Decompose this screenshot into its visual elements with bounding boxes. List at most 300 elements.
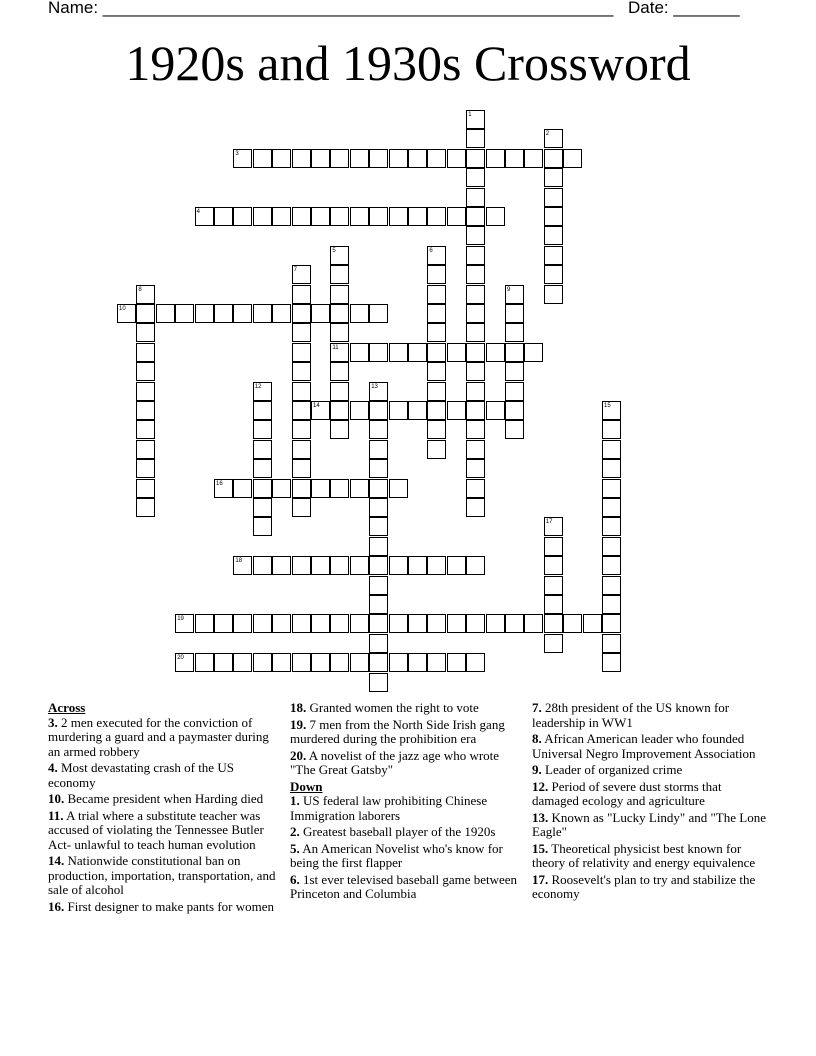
grid-cell[interactable] bbox=[486, 343, 505, 362]
clue-number: 19 bbox=[177, 616, 184, 623]
grid-cell[interactable] bbox=[602, 537, 621, 556]
grid-cell[interactable] bbox=[466, 459, 485, 478]
grid-cell[interactable] bbox=[602, 576, 621, 595]
clue-text: Nationwide constitutional ban on production, importation, transportation, and sale of alcohol bbox=[48, 853, 276, 897]
grid-cell[interactable] bbox=[466, 479, 485, 498]
grid-cell[interactable] bbox=[505, 614, 524, 633]
grid-cell[interactable] bbox=[369, 576, 388, 595]
grid-cell[interactable] bbox=[408, 653, 427, 672]
grid-cell[interactable] bbox=[369, 304, 388, 323]
grid-cell[interactable] bbox=[136, 420, 155, 439]
grid-cell[interactable] bbox=[292, 459, 311, 478]
grid-cell[interactable] bbox=[311, 556, 330, 575]
grid-cell[interactable] bbox=[369, 498, 388, 517]
clue-number: 20 bbox=[177, 655, 184, 662]
grid-cell[interactable] bbox=[272, 149, 291, 168]
grid-cell[interactable] bbox=[311, 653, 330, 672]
grid-cell[interactable] bbox=[544, 595, 563, 614]
grid-cell[interactable] bbox=[136, 382, 155, 401]
clue-item bbox=[290, 842, 518, 871]
grid-cell[interactable] bbox=[544, 576, 563, 595]
grid-cell[interactable] bbox=[233, 556, 252, 575]
grid-cell[interactable] bbox=[389, 479, 408, 498]
clue-text: Became president when Harding died bbox=[67, 791, 264, 806]
grid-cell[interactable] bbox=[544, 556, 563, 575]
grid-cell[interactable] bbox=[486, 207, 505, 226]
grid-cell[interactable] bbox=[369, 149, 388, 168]
grid-cell[interactable] bbox=[408, 343, 427, 362]
grid-cell[interactable] bbox=[195, 304, 214, 323]
grid-cell[interactable] bbox=[524, 343, 543, 362]
clue-number: 13 bbox=[371, 383, 378, 390]
grid-cell[interactable] bbox=[466, 265, 485, 284]
grid-cell[interactable] bbox=[427, 420, 446, 439]
grid-cell[interactable] bbox=[447, 653, 466, 672]
grid-cell[interactable] bbox=[233, 207, 252, 226]
grid-cell[interactable] bbox=[369, 207, 388, 226]
grid-cell[interactable] bbox=[466, 362, 485, 381]
clue-number-label: 8. bbox=[532, 731, 542, 746]
grid-cell[interactable] bbox=[253, 401, 272, 420]
grid-cell[interactable] bbox=[466, 110, 485, 129]
clue-item bbox=[48, 716, 276, 760]
grid-cell[interactable] bbox=[505, 420, 524, 439]
clue-number: 1 bbox=[468, 112, 472, 118]
grid-cell[interactable] bbox=[466, 226, 485, 245]
clue-number: 4 bbox=[196, 209, 200, 215]
grid-cell[interactable] bbox=[505, 304, 524, 323]
grid-cell[interactable] bbox=[253, 653, 272, 672]
grid-cell[interactable] bbox=[486, 401, 505, 420]
grid-cell[interactable] bbox=[136, 440, 155, 459]
clue-text: Known as "Lucky Lindy" and "The Lone Eagle" bbox=[532, 809, 766, 839]
grid-cell[interactable] bbox=[389, 149, 408, 168]
grid-cell[interactable] bbox=[427, 556, 446, 575]
grid-cell[interactable] bbox=[544, 246, 563, 265]
grid-cell[interactable] bbox=[350, 614, 369, 633]
grid-cell[interactable] bbox=[292, 265, 311, 284]
clue-column-3 bbox=[532, 701, 766, 904]
grid-cell[interactable] bbox=[292, 207, 311, 226]
grid-cell[interactable] bbox=[369, 420, 388, 439]
clue-number: 2 bbox=[545, 131, 550, 138]
grid-cell[interactable] bbox=[544, 129, 563, 148]
grid-cell[interactable] bbox=[253, 459, 272, 478]
grid-cell[interactable] bbox=[602, 634, 621, 653]
grid-cell[interactable] bbox=[563, 614, 582, 633]
grid-cell[interactable] bbox=[311, 614, 330, 633]
grid-cell[interactable] bbox=[292, 498, 311, 517]
grid-cell[interactable] bbox=[466, 401, 485, 420]
grid-cell[interactable] bbox=[136, 362, 155, 381]
grid-cell[interactable] bbox=[136, 459, 155, 478]
grid-cell[interactable] bbox=[563, 149, 582, 168]
grid-cell[interactable] bbox=[369, 595, 388, 614]
clue-text: 7 men from the North Side Irish gang murdered during the prohibition era bbox=[290, 716, 505, 746]
grid-cell[interactable] bbox=[408, 207, 427, 226]
grid-cell[interactable] bbox=[389, 401, 408, 420]
clue-text: First designer to make pants for women bbox=[67, 898, 275, 914]
grid-cell[interactable] bbox=[505, 401, 524, 420]
grid-cell[interactable] bbox=[427, 362, 446, 381]
grid-cell[interactable] bbox=[350, 343, 369, 362]
grid-cell[interactable] bbox=[272, 556, 291, 575]
clue-number-label: 9. bbox=[532, 762, 542, 777]
grid-cell[interactable] bbox=[292, 614, 311, 633]
clue-item bbox=[48, 761, 276, 790]
grid-cell[interactable] bbox=[466, 323, 485, 342]
grid-cell[interactable] bbox=[175, 653, 194, 672]
grid-cell[interactable] bbox=[447, 401, 466, 420]
grid-cell[interactable] bbox=[505, 362, 524, 381]
grid-cell[interactable] bbox=[136, 401, 155, 420]
grid-cell[interactable] bbox=[292, 653, 311, 672]
grid-cell[interactable] bbox=[272, 614, 291, 633]
clue-column-1 bbox=[48, 701, 276, 916]
grid-cell[interactable] bbox=[350, 556, 369, 575]
grid-cell[interactable] bbox=[602, 556, 621, 575]
page-title: 1920s and 1930s Crossword bbox=[125, 35, 691, 91]
clue-item bbox=[532, 780, 766, 809]
grid-cell[interactable] bbox=[427, 653, 446, 672]
grid-cell[interactable] bbox=[486, 614, 505, 633]
grid-cell[interactable] bbox=[253, 149, 272, 168]
grid-cell[interactable] bbox=[175, 614, 194, 633]
grid-cell[interactable] bbox=[408, 614, 427, 633]
clue-item bbox=[532, 763, 766, 778]
grid-cell[interactable] bbox=[466, 129, 485, 148]
grid-cell[interactable] bbox=[311, 401, 330, 420]
clue-number-label: 3. bbox=[48, 714, 58, 730]
grid-cell[interactable] bbox=[544, 188, 563, 207]
grid-cell[interactable] bbox=[233, 614, 252, 633]
grid-cell[interactable] bbox=[253, 420, 272, 439]
grid-cell[interactable] bbox=[466, 498, 485, 517]
grid-cell[interactable] bbox=[427, 285, 446, 304]
grid-cell[interactable] bbox=[466, 246, 485, 265]
grid-cell[interactable] bbox=[292, 149, 311, 168]
grid-cell[interactable] bbox=[272, 653, 291, 672]
grid-cell[interactable] bbox=[233, 304, 252, 323]
grid-cell[interactable] bbox=[524, 149, 543, 168]
grid-cell[interactable] bbox=[524, 614, 543, 633]
grid-cell[interactable] bbox=[136, 323, 155, 342]
clue-item bbox=[290, 825, 518, 840]
grid-cell[interactable] bbox=[389, 614, 408, 633]
grid-cell[interactable] bbox=[602, 614, 621, 633]
grid-cell[interactable] bbox=[253, 479, 272, 498]
grid-cell[interactable] bbox=[544, 226, 563, 245]
grid-cell[interactable] bbox=[253, 304, 272, 323]
grid-cell[interactable] bbox=[272, 207, 291, 226]
grid-cell[interactable] bbox=[369, 673, 388, 692]
clue-number: 15 bbox=[604, 403, 611, 409]
grid-cell[interactable] bbox=[253, 614, 272, 633]
grid-cell[interactable] bbox=[466, 382, 485, 401]
grid-cell[interactable] bbox=[466, 614, 485, 633]
grid-cell[interactable] bbox=[427, 382, 446, 401]
grid-cell[interactable] bbox=[369, 537, 388, 556]
grid-cell[interactable] bbox=[544, 537, 563, 556]
grid-cell[interactable] bbox=[292, 285, 311, 304]
clue-item bbox=[48, 900, 276, 915]
clue-number: 12 bbox=[254, 383, 262, 390]
grid-cell[interactable] bbox=[427, 343, 446, 362]
grid-cell[interactable] bbox=[427, 401, 446, 420]
grid-cell[interactable] bbox=[466, 420, 485, 439]
grid-cell[interactable] bbox=[350, 304, 369, 323]
grid-cell[interactable] bbox=[292, 382, 311, 401]
grid-cell[interactable] bbox=[330, 343, 349, 362]
grid-cell[interactable] bbox=[136, 479, 155, 498]
clue-text: Roosevelt's plan to try and stabilize the economy bbox=[532, 871, 756, 901]
grid-cell[interactable] bbox=[602, 498, 621, 517]
name-field-label: Name: ______________________________________________________ bbox=[48, 0, 614, 17]
grid-cell[interactable] bbox=[136, 498, 155, 517]
grid-cell[interactable] bbox=[447, 207, 466, 226]
grid-cell[interactable] bbox=[544, 207, 563, 226]
clue-number-label: 16. bbox=[48, 898, 65, 914]
grid-cell[interactable] bbox=[330, 653, 349, 672]
grid-cell[interactable] bbox=[466, 653, 485, 672]
grid-cell[interactable] bbox=[350, 479, 369, 498]
grid-cell[interactable] bbox=[427, 323, 446, 342]
grid-cell[interactable] bbox=[369, 614, 388, 633]
grid-cell[interactable] bbox=[466, 188, 485, 207]
clue-item bbox=[48, 809, 276, 853]
clue-text: African American leader who founded Universal Negro Improvement Association bbox=[532, 731, 756, 761]
clue-item bbox=[532, 873, 766, 902]
grid-cell[interactable] bbox=[330, 556, 349, 575]
grid-cell[interactable] bbox=[369, 556, 388, 575]
grid-cell[interactable] bbox=[544, 168, 563, 187]
grid-cell[interactable] bbox=[214, 207, 233, 226]
grid-cell[interactable] bbox=[330, 479, 349, 498]
grid-cell[interactable] bbox=[466, 440, 485, 459]
grid-cell[interactable] bbox=[602, 420, 621, 439]
grid-cell[interactable] bbox=[369, 459, 388, 478]
grid-cell[interactable] bbox=[272, 479, 291, 498]
grid-cell[interactable] bbox=[505, 323, 524, 342]
clue-number-label: 12. bbox=[532, 778, 549, 794]
grid-cell[interactable] bbox=[369, 653, 388, 672]
grid-cell[interactable] bbox=[292, 304, 311, 323]
grid-cell[interactable] bbox=[369, 517, 388, 536]
grid-cell[interactable] bbox=[466, 343, 485, 362]
grid-cell[interactable] bbox=[486, 149, 505, 168]
grid-cell[interactable] bbox=[447, 149, 466, 168]
grid-cell[interactable] bbox=[466, 556, 485, 575]
grid-cell[interactable] bbox=[427, 440, 446, 459]
grid-cell[interactable] bbox=[389, 653, 408, 672]
grid-cell[interactable] bbox=[369, 343, 388, 362]
grid-cell[interactable] bbox=[544, 517, 563, 536]
grid-cell[interactable] bbox=[427, 265, 446, 284]
grid-cell[interactable] bbox=[214, 304, 233, 323]
grid-cell[interactable] bbox=[253, 440, 272, 459]
grid-cell[interactable] bbox=[292, 556, 311, 575]
clue-item bbox=[532, 842, 766, 871]
grid-cell[interactable] bbox=[369, 401, 388, 420]
grid-cell[interactable] bbox=[389, 556, 408, 575]
grid-cell[interactable] bbox=[253, 556, 272, 575]
grid-cell[interactable] bbox=[330, 304, 349, 323]
grid-cell[interactable] bbox=[330, 420, 349, 439]
grid-cell[interactable] bbox=[311, 479, 330, 498]
grid-cell[interactable] bbox=[330, 246, 349, 265]
grid-cell[interactable] bbox=[292, 420, 311, 439]
grid-cell[interactable] bbox=[389, 207, 408, 226]
clue-number-label: 7. bbox=[532, 700, 542, 715]
grid-cell[interactable] bbox=[369, 479, 388, 498]
clue-number: 17 bbox=[545, 519, 553, 526]
grid-cell[interactable] bbox=[175, 304, 194, 323]
grid-cell[interactable] bbox=[253, 498, 272, 517]
grid-cell[interactable] bbox=[195, 207, 214, 226]
grid-cell[interactable] bbox=[233, 653, 252, 672]
grid-cell[interactable] bbox=[505, 149, 524, 168]
grid-cell[interactable] bbox=[544, 634, 563, 653]
clue-text: An American Novelist who's know for being the first flapper bbox=[290, 840, 503, 870]
clue-number: 11 bbox=[332, 344, 339, 351]
clue-item bbox=[290, 749, 518, 778]
grid-cell[interactable] bbox=[369, 440, 388, 459]
grid-cell[interactable] bbox=[544, 265, 563, 284]
grid-cell[interactable] bbox=[330, 362, 349, 381]
across-heading: Across bbox=[48, 700, 86, 715]
grid-cell[interactable] bbox=[466, 168, 485, 187]
grid-cell[interactable] bbox=[156, 304, 175, 323]
clue-item bbox=[290, 873, 518, 902]
clue-text: Most devastating crash of the US economy bbox=[48, 760, 234, 790]
grid-cell[interactable] bbox=[292, 479, 311, 498]
grid-cell[interactable] bbox=[505, 343, 524, 362]
grid-cell[interactable] bbox=[544, 285, 563, 304]
grid-cell[interactable] bbox=[369, 382, 388, 401]
clue-number-label: 15. bbox=[532, 840, 549, 856]
grid-cell[interactable] bbox=[427, 207, 446, 226]
grid-cell[interactable] bbox=[427, 246, 446, 265]
clue-text: 1st ever televised baseball game between Princeton and Columbia bbox=[290, 871, 518, 901]
grid-cell[interactable] bbox=[466, 207, 485, 226]
grid-cell[interactable] bbox=[427, 149, 446, 168]
grid-cell[interactable] bbox=[292, 362, 311, 381]
grid-cell[interactable] bbox=[583, 614, 602, 633]
clue-text: Granted women the right to vote bbox=[309, 700, 479, 715]
grid-cell[interactable] bbox=[447, 343, 466, 362]
grid-cell[interactable] bbox=[292, 440, 311, 459]
grid-cell[interactable] bbox=[447, 556, 466, 575]
grid-cell[interactable] bbox=[350, 149, 369, 168]
clue-number-label: 18. bbox=[290, 700, 307, 715]
grid-cell[interactable] bbox=[602, 479, 621, 498]
grid-cell[interactable] bbox=[602, 459, 621, 478]
grid-cell[interactable] bbox=[292, 401, 311, 420]
grid-cell[interactable] bbox=[330, 149, 349, 168]
grid-cell[interactable] bbox=[136, 304, 155, 323]
grid-cell[interactable] bbox=[369, 634, 388, 653]
grid-cell[interactable] bbox=[330, 323, 349, 342]
grid-cell[interactable] bbox=[292, 343, 311, 362]
grid-cell[interactable] bbox=[350, 401, 369, 420]
clue-text: A trial where a substitute teacher was accused of violating the Tennessee Butler Act- unlawful to teach human evolution bbox=[48, 807, 264, 852]
clue-number: 3 bbox=[235, 150, 239, 157]
grid-cell[interactable] bbox=[330, 265, 349, 284]
grid-cell[interactable] bbox=[427, 614, 446, 633]
grid-cell[interactable] bbox=[350, 207, 369, 226]
grid-cell[interactable] bbox=[408, 401, 427, 420]
grid-cell[interactable] bbox=[408, 149, 427, 168]
clue-item bbox=[48, 854, 276, 898]
grid-cell[interactable] bbox=[214, 653, 233, 672]
grid-cell[interactable] bbox=[602, 401, 621, 420]
grid-cell[interactable] bbox=[466, 149, 485, 168]
grid-cell[interactable] bbox=[117, 304, 136, 323]
grid-cell[interactable] bbox=[136, 343, 155, 362]
grid-cell[interactable] bbox=[253, 517, 272, 536]
grid-cell[interactable] bbox=[544, 149, 563, 168]
grid-cell[interactable] bbox=[330, 207, 349, 226]
clue-number-label: 10. bbox=[48, 791, 65, 806]
grid-cell[interactable] bbox=[292, 323, 311, 342]
grid-cell[interactable] bbox=[233, 149, 252, 168]
grid-cell[interactable] bbox=[195, 614, 214, 633]
grid-cell[interactable] bbox=[272, 304, 291, 323]
grid-cell[interactable] bbox=[389, 343, 408, 362]
grid-cell[interactable] bbox=[195, 653, 214, 672]
clue-text: Theoretical physicist best known for theory of relativity and energy equivalence bbox=[532, 840, 756, 870]
grid-cell[interactable] bbox=[505, 285, 524, 304]
clue-item bbox=[532, 811, 766, 840]
clue-number-label: 14. bbox=[48, 853, 65, 868]
grid-cell[interactable] bbox=[602, 653, 621, 672]
grid-cell[interactable] bbox=[466, 304, 485, 323]
grid-cell[interactable] bbox=[330, 401, 349, 420]
clue-item bbox=[290, 794, 518, 823]
grid-cell[interactable] bbox=[602, 440, 621, 459]
clue-number-label: 17. bbox=[532, 871, 549, 887]
grid-cell[interactable] bbox=[253, 382, 272, 401]
grid-cell[interactable] bbox=[330, 285, 349, 304]
grid-cell[interactable] bbox=[311, 149, 330, 168]
grid-cell[interactable] bbox=[311, 304, 330, 323]
clue-item bbox=[532, 732, 766, 761]
grid-cell[interactable] bbox=[330, 614, 349, 633]
grid-cell[interactable] bbox=[214, 479, 233, 498]
grid-cell[interactable] bbox=[253, 207, 272, 226]
clue-number-label: 1. bbox=[290, 793, 300, 808]
grid-cell[interactable] bbox=[505, 382, 524, 401]
clue-number: 10 bbox=[119, 306, 126, 312]
grid-cell[interactable] bbox=[214, 614, 233, 633]
grid-cell[interactable] bbox=[602, 517, 621, 536]
grid-cell[interactable] bbox=[602, 595, 621, 614]
grid-cell[interactable] bbox=[330, 382, 349, 401]
grid-cell[interactable] bbox=[408, 556, 427, 575]
clue-text: 2 men executed for the conviction of murdering a guard and a paymaster during an armed robbery bbox=[48, 714, 269, 759]
grid-cell[interactable] bbox=[466, 285, 485, 304]
grid-cell[interactable] bbox=[350, 653, 369, 672]
clue-number-label: 4. bbox=[48, 760, 58, 775]
grid-cell[interactable] bbox=[311, 207, 330, 226]
grid-cell[interactable] bbox=[427, 304, 446, 323]
grid-cell[interactable] bbox=[136, 285, 155, 304]
grid-cell[interactable] bbox=[447, 614, 466, 633]
clue-number: 9 bbox=[507, 286, 511, 293]
grid-cell[interactable] bbox=[233, 479, 252, 498]
clue-text: Greatest baseball player of the 1920s bbox=[303, 824, 496, 839]
grid-cell[interactable] bbox=[544, 614, 563, 633]
